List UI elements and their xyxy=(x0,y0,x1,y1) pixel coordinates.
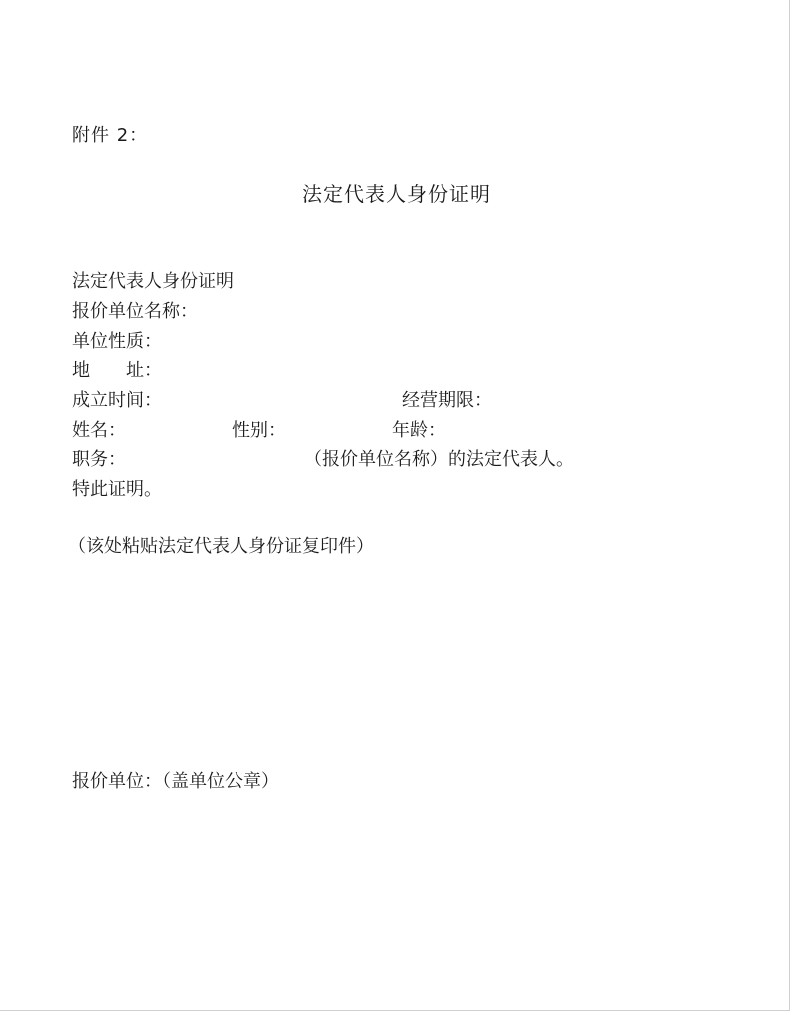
company-seal-line: 报价单位：（盖单位公章） xyxy=(72,771,279,792)
name-field: 姓名： xyxy=(72,420,126,441)
certification-statement: 特此证明。 xyxy=(72,479,162,500)
address-field: 地 址： xyxy=(72,360,162,381)
business-term-field: 经营期限： xyxy=(402,390,492,411)
document-title: 法定代表人身份证明 xyxy=(302,182,491,206)
position-field: 职务： xyxy=(72,449,126,470)
body-heading: 法定代表人身份证明 xyxy=(72,271,234,292)
established-date-field: 成立时间： xyxy=(72,390,162,411)
company-name-field: 报价单位名称： xyxy=(72,301,198,322)
attachment-label: 附件 2： xyxy=(72,125,149,146)
id-copy-placeholder: （该处粘贴法定代表人身份证复印件） xyxy=(68,536,374,557)
company-nature-field: 单位性质： xyxy=(72,331,162,352)
legal-representative-statement: （报价单位名称）的法定代表人。 xyxy=(304,449,574,470)
gender-field: 性别： xyxy=(232,420,286,441)
age-field: 年龄： xyxy=(392,420,446,441)
